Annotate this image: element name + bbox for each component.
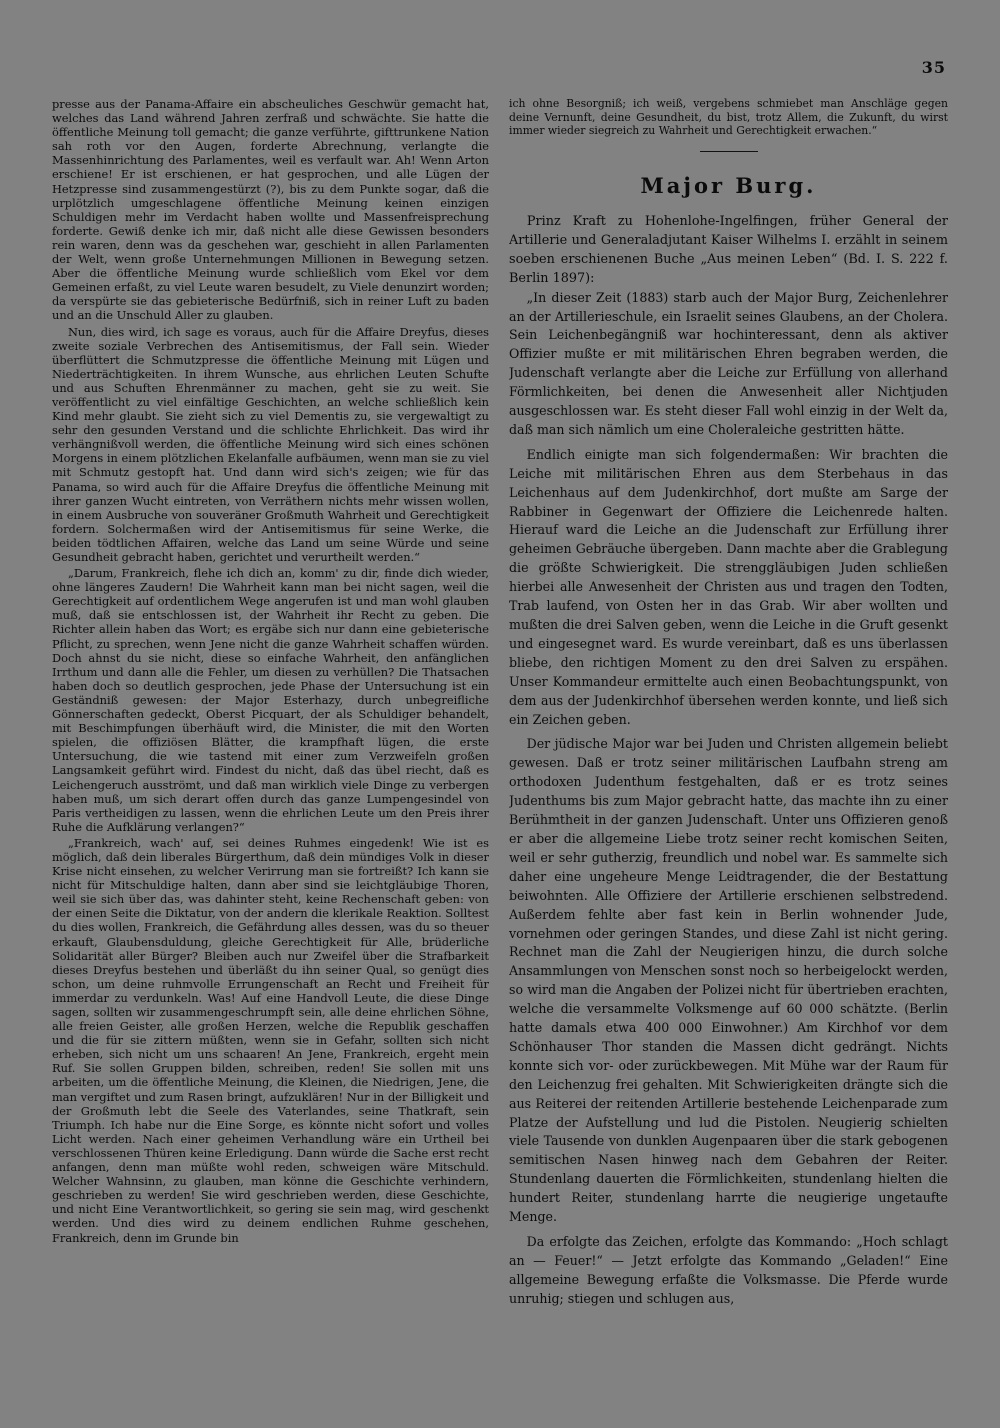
section-divider <box>700 151 758 152</box>
page-number: 35 <box>921 58 946 77</box>
left-paragraph-2: Nun, dies wird, ich sage es voraus, auch für die Affaire Dreyfus, dieses zweite soziale Verbrechen des Antisemitismus, der Fall sein. Wieder überflüttert die Schmutzpresse die öffentliche Meinung mit Lügen und Niederträchtigkeiten. In ihrem Wunsche, aus ehrlichen Leuten Schufte und aus Schuften Ehrenmänner zu machen, geht sie zu weit. Sie veröffentlicht zu viel einfältige Geschichten, an welche schließlich kein Kind mehr glaubt. Sie zieht sich zu viel Dementis zu, sie vergewaltigt zu sehr den gesunden Verstand und die schlichte Ehrlichkeit. Das wird ihr verhängnißvoll werden, die öffentliche Meinung wird sich eines schönen Morgens in einem plötzlichen Ekelanfalle aufbäumen, wenn man sie zu viel mit Schmutz gestopft hat. Und dann wird sich's zeigen; wie für das Panama, so wird auch für die Affaire Dreyfus die öffentliche Meinung mit ihrer ganzen Wucht eintreten, von Verräthern nichts mehr wissen wollen, in einem Ausbruche von souveräner Großmuth Wahrheit und Gerechtigkeit fordern. Solchermaßen wird der Antisemitismus für seine Werke, die beiden tödtlichen Affairen, welche das Land um seine Würde und seine Gesundheit gebracht haben, gerichtet und verurtheilt werden.“ <box>52 324 489 564</box>
right-paragraph-1: „In dieser Zeit (1883) starb auch der Major Burg, Zeichenlehrer an der Artillerieschule, ein Israelit seines Glaubens, an der Cholera. Sein Leichenbegängniß war hochinteressant, denn als aktiver Offizier mußte er mit militärischen Ehren begraben werden, die Judenschaft verlangte aber die Leiche zur Erfüllung von allerhand Förmlichkeiten, bei denen die Anwesenheit aller Nichtjuden ausgeschlossen war. Es steht dieser Fall wohl einzig in der Welt da, daß man sich nämlich um eine Choleraleiche gestritten hätte. <box>509 289 948 437</box>
right-paragraph-3: Der jüdische Major war bei Juden und Christen allgemein beliebt gewesen. Daß er trotz seiner militärischen Laufbahn streng am orthodoxen Judenthum festgehalten, daß er es trotz seines Judenthums bis zum Major gebracht hatte, das machte ihn zu einer Berühmtheit in der ganzen Judenschaft. Unter uns Offizieren genoß er aber die allgemeine Liebe trotz seiner recht komischen Seiten, weil er sehr gutherzig, freundlich und nobel war. Es sammelte sich daher eine ungeheure Menge Leidtragender, die der Bestattung beiwohnten. Alle Offiziere der Artillerie erschienen selbstredend. Außerdem fehlte aber fast kein in Berlin wohnender Jude, vornehmen oder geringen Standes, und diese Zahl ist nicht gering. Rechnet man die Zahl der Neugierigen hinzu, die durch solche Ansammlungen von Menschen sonst noch so herbeigelockt werden, so wird man die Angaben der Polizei nicht für übertrieben erachten, welche die versammelte Volksmenge auf 60 000 schätzte. (Berlin hatte damals etwa 400 000 Einwohner.) Am Kirchhof vor dem Schönhauser Thor standen die Massen dicht gedrängt. Nichts konnte sich vor- oder zurückbewegen. Mit Mühe war der Raum für den Leichenzug frei gehalten. Mit Schwierigkeiten drängte sich die aus Reiterei der reitenden Artillerie bestehende Leichenparade zum Platze der Aufstellung und lud die Pistolen. Neugierig schielten viele Tausende von dunklen Augenpaaren über die stark gebogenen semitischen Nasen hinweg nach dem Gebahren der Reiter. Stundenlang dauerten die Förmlichkeiten, stundenlang hielten die hundert Reiter, stundenlang harrte die neugierige ungetaufte Menge. <box>509 736 948 1225</box>
right-paragraph-2: Endlich einigte man sich folgendermaßen: Wir brachten die Leiche mit militärischen Ehren aus dem Sterbehaus in das Leichenhaus auf dem Judenkirchhof, dort mußte am Sarge der Rabbiner in Gegenwart der Offiziere die Leichenrede halten. Hierauf ward die Leiche an die Judenschaft zur Erfüllung ihrer geheimen Gebräuche übergeben. Dann machte aber die Grablegung die größte Schwierigkeit. Die strenggläubigen Juden schließen hierbei alle Anwesenheit der Christen aus und tragen den Todten, Trab laufend, von Osten her in das Grab. Wir aber wollten und mußten die drei Salven geben, wenn die Leiche in die Gruft gesenkt und eingesegnet ward. Es wurde vereinbart, daß es uns überlassen bliebe, den richtigen Moment zu den drei Salven zu erspähen. Unser Kommandeur ermittelte auch einen Beobachtungspunkt, von dem aus der Judenkirchhof übersehen werden konnte, und ließ sich ein Zeichen geben. <box>509 446 948 727</box>
article-lead: Prinz Kraft zu Hohenlohe-Ingelfingen, früher General der Artillerie und Generaladjutant Kaiser Wilhelms I. erzählt in seinem soeben erschienenen Buche „Aus meinen Leben“ (Bd. I. S. 222 f. Berlin 1897): <box>509 213 948 287</box>
right-column <box>509 97 948 1397</box>
right-intro-paragraph: ich ohne Besorgniß; ich weiß, vergebens schmiebet man Anschläge gegen deine Vernunft, deine Gesundheit, du bist, trotz Allem, die Zukunft, du wirst immer wieder siegreich zu Wahrheit und Gerechtigkeit erwachen.“ <box>509 97 948 138</box>
left-paragraph-1: presse aus der Panama-Affaire ein abscheuliches Geschwür gemacht hat, welches das Land während Jahren zerfraß und schwächte. Sie hatte die öffentliche Meinung toll gemacht; die ganze verführte, gifttrunkene Nation sah roth vor den Augen, forderte Abrechnung, verlangte die Massenhinrichtung des Parlamentes, weil es verfault war. Ah! Wenn Arton erschiene! Er ist erschienen, er hat gesprochen, und alle Lügen der Hetzpresse sind zusammengestürzt (?), bis zu dem Punkte sogar, daß die urplötzlich umgeschlagene öffentliche Meinung keinen einzigen Schuldigen mehr im Verdacht haben wollte und Massenfreisprechung forderte. Gewiß denke ich mir, daß nicht alle diese Gewissen besonders rein waren, denn was da geschehen war, geschieht in allen Parlamenten der Welt, wenn große Unternehmungen Millionen in Bewegung setzen. Aber die öffentliche Meinung wurde schließlich vom Ekel vor dem Gemeinen erfaßt, zu viel Leute waren besudelt, zu Viele denunzirt worden; da verspürte sie das gebieterische Bedürfniß, sich in reiner Luft zu baden und an die Unschuld Aller zu glauben. <box>52 97 489 323</box>
article-heading: Major Burg. <box>640 172 817 198</box>
left-paragraph-4: „Frankreich, wach' auf, sei deines Ruhmes eingedenk! Wie ist es möglich, daß dein liberales Bürgerthum, daß dein mündiges Volk in dieser Krise nicht einsehen, zu welcher Verirrung man sie fortreißt? Ich kann sie nicht für Mitschuldige halten, dann aber sind sie leichtgläubige Thoren, weil sie sich über das, was dahinter steht, keine Rechenschaft geben: von der einen Seite die Diktatur, von der andern die klerikale Reaktion. Solltest du dies wollen, Frankreich, die Gefährdung alles dessen, was du so theuer erkauft, Glaubensduldung, gleiche Gerechtigkeit für Alle, brüderliche Solidarität aller Bürger? Bleiben auch nur Zweifel über die Strafbarkeit dieses Dreyfus bestehen und überläßt du ihn seiner Qual, so genügt dies schon, um deine ruhmvolle Errungenschaft an Recht und Freiheit für immerdar zu verdunkeln. Was! Auf eine Handvoll Leute, die diese Dinge sagen, sollten wir zusammengeschrumpft sein, alle deine ehrlichen Söhne, alle freien Geister, alle großen Herzen, welche die Republik geschaffen und die für sie zittern müßten, wenn sie in Gefahr, sollten sich nicht erheben, sich nicht um uns schaaren! An Jene, Frankreich, ergeht mein Ruf. Sie sollen Gruppen bilden, schreiben, reden! Sie sollen mit uns arbeiten, um die öffentliche Meinung, die Kleinen, die Niedrigen, Jene, die man vergiftet und zum Rasen bringt, aufzuklären! Nur in der Billigkeit und der Großmuth lebt die Seele des Vaterlandes, seine Thatkraft, sein Triumph. Ich habe nur die Eine Sorge, es könnte nicht sofort und volles Licht werden. Nach einer geheimen Verhandlung wäre ein Urtheil bei verschlossenen Thüren keine Erledigung. Dann würde die Sache erst recht anfangen, denn man müßte wohl reden, schweigen wäre Mitschuld. Welcher Wahnsinn, zu glauben, man könne die Geschichte verhindern, geschrieben zu werden! Sie wird geschrieben werden, diese Geschichte, und nicht Eine Verantwortlichkeit, so gering sie sein mag, wird geschenkt werden. Und dies wird zu deinem endlichen Ruhme geschehen, Frankreich, denn im Grunde bin <box>52 835 489 1245</box>
left-paragraph-3: „Darum, Frankreich, flehe ich dich an, komm' zu dir, finde dich wieder, ohne längeres Zaudern! Die Wahrheit kann man bei nicht sagen, weil die Gerechtigkeit auf ordentlichem Wege angerufen ist und man wohl glauben muß, daß sie entschlossen ist, der Wahrheit ihr Recht zu geben. Die Richter allein haben das Wort; es ergäbe sich nur dann eine gebieterische Pflicht, zu sprechen, wenn Jene nicht die ganze Wahrheit schaffen würden. Doch ahnst du sie nicht, diese so einfache Wahrheit, den anfänglichen Irrthum und dann alle die Fehler, um diesen zu verhüllen? Die Thatsachen haben doch so deutlich gesprochen, jede Phase der Untersuchung ist ein Geständniß gewesen: der Major Esterhazy, durch unbegreifliche Gönnerschaften gedeckt, Oberst Picquart, der als Schuldiger behandelt, mit Beschimpfungen überhäuft wird, die Minister, die mit den Worten spielen, die offiziösen Blätter, die krampfhaft lügen, die erste Untersuchung, die wie tastend mit einer zum Verzweifeln großen Langsamkeit geführt wird. Findest du nicht, daß das übel riecht, daß es Leichengeruch ausströmt, und daß man wirklich viele Dinge zu verbergen haben muß, um sich derart offen durch das ganze Lumpengesindel von Paris vertheidigen zu lassen, wenn die ehrlichen Leute um den Preis ihrer Ruhe die Aufklärung verlangen?“ <box>52 566 489 834</box>
left-column <box>52 97 489 1387</box>
right-paragraph-4: Da erfolgte das Zeichen, erfolgte das Kommando: „Hoch schlagt an — Feuer!“ — Jetzt erfolgte das Kommando „Geladen!“ Eine allgemeine Bewegung erfaßte die Volksmasse. Die Pferde wurde unruhig; stiegen und schlugen aus, <box>509 1234 948 1306</box>
